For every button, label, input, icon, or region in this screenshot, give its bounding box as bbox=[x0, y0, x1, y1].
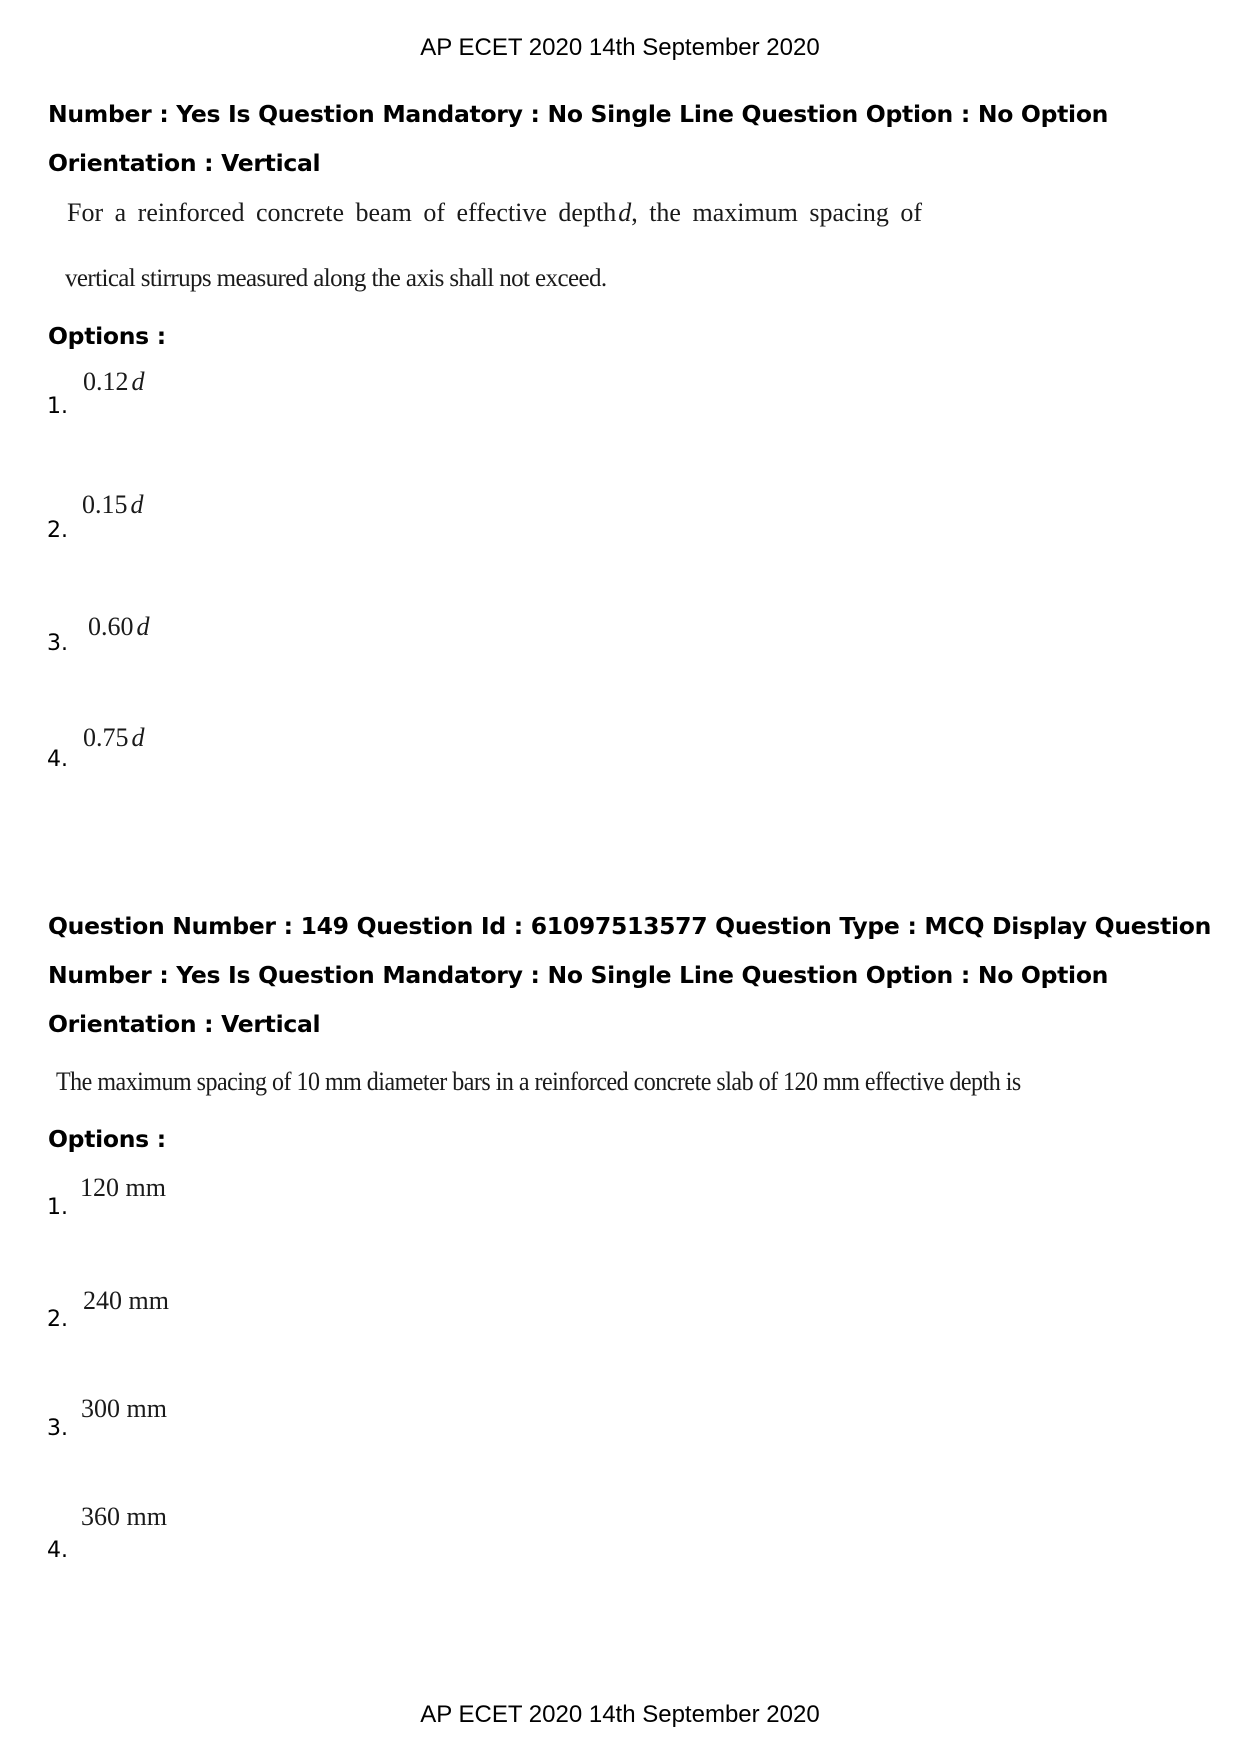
q148-option-2-number: 2. bbox=[47, 518, 68, 543]
q149-option-3-value: 300 mm bbox=[81, 1394, 167, 1423]
q148-stem-text-b: , the maximum spacing of bbox=[631, 198, 922, 227]
q148-option-4-value bbox=[83, 722, 145, 754]
page-footer: AP ECET 2020 14th September 2020 bbox=[420, 1701, 820, 1728]
q149-option-4-value: 360 mm bbox=[81, 1502, 167, 1531]
q148-stem-text-a: For a reinforced concrete beam of effective depth bbox=[67, 198, 617, 227]
q148-option-3-variable: d bbox=[136, 612, 150, 641]
q148-option-4-variable: d bbox=[131, 723, 145, 752]
q148-option-3-number-value: 0.60 bbox=[88, 612, 134, 641]
q148-meta-line-2: Orientation : Vertical bbox=[48, 149, 321, 177]
q148-option-1-number: 1. bbox=[47, 394, 68, 419]
q148-option-1-variable: d bbox=[131, 367, 145, 396]
page-header: AP ECET 2020 14th September 2020 bbox=[420, 34, 820, 61]
q148-option-3-value bbox=[88, 611, 150, 643]
q149-meta-line-3: Orientation : Vertical bbox=[48, 1010, 321, 1038]
q148-option-1-number-value: 0.12 bbox=[83, 367, 129, 396]
q149-meta-line-2: Number : Yes Is Question Mandatory : No Single Line Question Option : No Option bbox=[48, 961, 1109, 989]
q149-option-2-number: 2. bbox=[47, 1307, 68, 1332]
q149-option-3-number: 3. bbox=[47, 1416, 68, 1441]
q148-stem-line-2: vertical stirrups measured along the axis shall not exceed. bbox=[65, 265, 607, 292]
q148-options-label: Options : bbox=[48, 322, 166, 350]
q149-option-4-number: 4. bbox=[47, 1538, 68, 1563]
q149-option-2-value: 240 mm bbox=[83, 1286, 169, 1315]
q148-option-2-number-value: 0.15 bbox=[82, 490, 128, 519]
q148-option-2-variable: d bbox=[130, 490, 144, 519]
q149-option-1-value: 120 mm bbox=[80, 1173, 166, 1202]
q149-stem: The maximum spacing of 10 mm diameter bars in a reinforced concrete slab of 120 mm effective depth is bbox=[56, 1068, 1021, 1097]
q148-stem-line-1 bbox=[67, 196, 922, 230]
q148-option-3-number: 3. bbox=[47, 631, 68, 656]
q148-option-4-number: 4. bbox=[47, 747, 68, 772]
q148-option-4-number-value: 0.75 bbox=[83, 723, 129, 752]
q148-stem-variable: d bbox=[618, 198, 632, 227]
q149-options-label: Options : bbox=[48, 1125, 166, 1153]
q148-option-2-value bbox=[82, 489, 144, 521]
q149-meta-line-1: Question Number : 149 Question Id : 61097513577 Question Type : MCQ Display Question bbox=[48, 912, 1212, 940]
q148-meta-line-1: Number : Yes Is Question Mandatory : No Single Line Question Option : No Option bbox=[48, 100, 1109, 128]
q149-option-1-number: 1. bbox=[47, 1195, 68, 1220]
q148-option-1-value bbox=[83, 366, 145, 398]
